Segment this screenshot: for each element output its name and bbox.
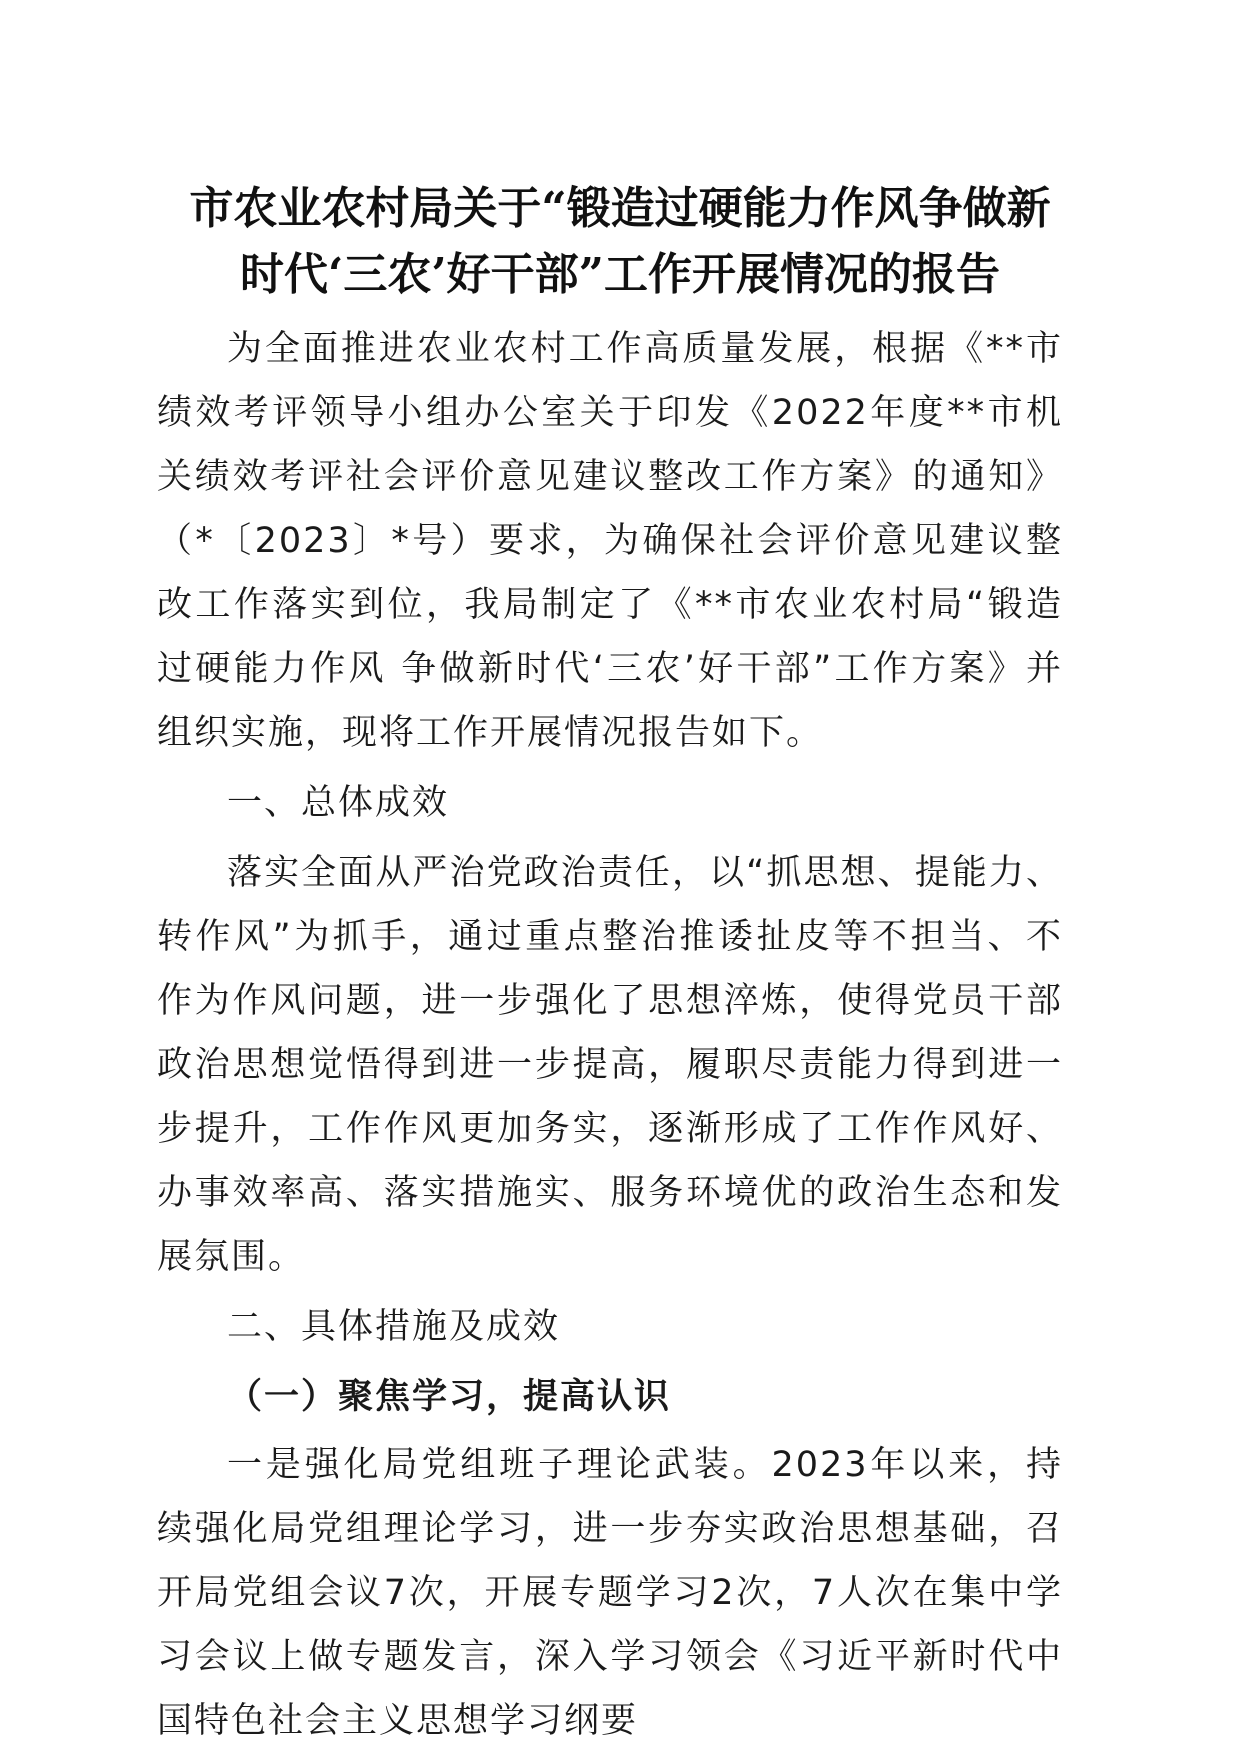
section-heading-specific-measures: 二、具体措施及成效 (227, 1307, 561, 1347)
document-body (157, 317, 1063, 1753)
section-heading-overall-results: 一、总体成效 (227, 783, 450, 823)
overall-results-paragraph: 落实全面从严治党政治责任，以“抓思想、提能力、转作风”为抓手，通过重点整治推诿扯皮等不担当、不作为作风问题，进一步强化了思想淬炼，使得党员干部政治思想觉悟得到进一步提高，履职尽责能力得到进一步提升，工作作风更加务实，逐渐形成了工作作风好、办事效率高、落实措施实、服务环境优的政治生态和发展氛围。 (157, 853, 1063, 1277)
title-line-1: 市农业农村局关于“锻造过硬能力作风争做新 (189, 183, 1051, 234)
intro-paragraph: 为全面推进农业农村工作高质量发展，根据《**市绩效考评领导小组办公室关于印发《2022年度**市机关绩效考评社会评价意见建议整改工作方案》的通知》（*〔2023〕*号）要求，为确保社会评价意见建议整改工作落实到位，我局制定了《**市农业农村局“锻造过硬能力作风 争做新时代‘三农’好干部”工作方案》并组织实施，现将工作开展情况报告如下。 (157, 329, 1063, 753)
title-line-2: 时代‘三农’好干部”工作开展情况的报告 (240, 249, 1000, 300)
focus-on-learning-paragraph: 一是强化局党组班子理论武装。2023年以来，持续强化局党组理论学习，进一步夯实政治思想基础，召开局党组会议7次，开展专题学习2次，7人次在集中学习会议上做专题发言，深入学习领会《习近平新时代中国特色社会主义思想学习纲要 (157, 1445, 1063, 1741)
subsection-heading-focus-on-learning: （一）聚焦学习，提高认识 (227, 1377, 672, 1417)
document-title (150, 176, 1090, 308)
